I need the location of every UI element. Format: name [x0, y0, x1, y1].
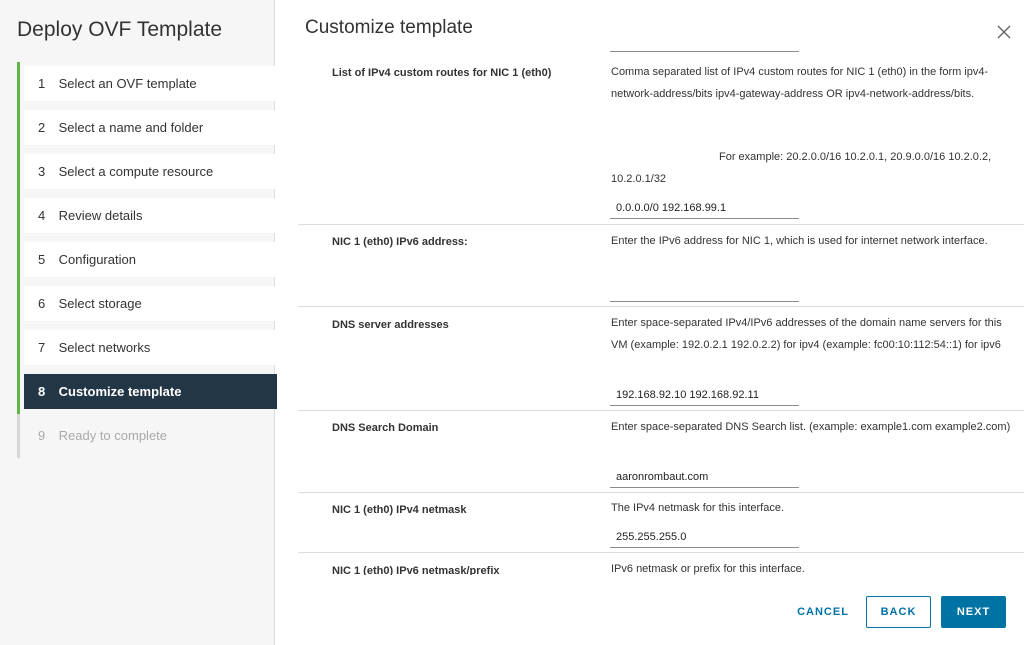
step-number: 3	[38, 164, 46, 179]
step-label: Customize template	[58, 384, 182, 399]
property-label: NIC 1 (eth0) IPv6 address:	[332, 236, 468, 248]
step-review-details[interactable]	[24, 198, 277, 233]
step-configuration[interactable]	[24, 242, 277, 277]
page-title: Customize template	[305, 17, 473, 38]
property-label: DNS Search Domain	[332, 422, 439, 434]
step-select-ovf-template[interactable]	[24, 66, 277, 101]
property-row-ipv6-address	[298, 225, 1024, 307]
dns-servers-input[interactable]	[610, 385, 799, 406]
property-row-ipv4-netmask	[298, 493, 1024, 553]
step-label: Select an OVF template	[58, 76, 197, 91]
wizard-sidebar	[0, 0, 275, 645]
wizard-steps	[17, 62, 274, 458]
step-ready-to-complete	[24, 418, 277, 453]
step-label: Review details	[58, 208, 143, 223]
property-description: Enter the IPv6 address for NIC 1, which is used for internet network interface.	[611, 235, 988, 247]
back-button[interactable]: BACK	[866, 596, 931, 628]
property-row-dns-servers	[298, 307, 1024, 411]
ipv4-netmask-input[interactable]	[610, 527, 799, 548]
step-customize-template[interactable]	[24, 374, 277, 409]
step-number: 5	[38, 252, 46, 267]
step-number: 2	[38, 120, 46, 135]
step-number: 6	[38, 296, 46, 311]
dns-search-domain-input[interactable]	[610, 467, 799, 488]
step-number: 8	[38, 384, 46, 399]
step-progress-disabled	[17, 414, 20, 458]
ipv6-address-input[interactable]	[610, 281, 799, 302]
property-row-ipv6-netmask	[298, 553, 1024, 575]
step-select-networks[interactable]	[24, 330, 277, 365]
property-description: IPv6 netmask or prefix for this interface.	[611, 563, 805, 575]
step-number: 1	[38, 76, 46, 91]
step-label: Select a compute resource	[58, 164, 214, 179]
step-label: Select storage	[58, 296, 142, 311]
step-select-compute-resource[interactable]	[24, 154, 277, 189]
next-button[interactable]: NEXT	[941, 596, 1006, 628]
step-number: 9	[38, 428, 46, 443]
property-description: Comma separated list of IPv4 custom routes for NIC 1 (eth0) in the form ipv4-network-address/bits ipv4-gateway-address OR ipv4-network-address/bits.	[611, 66, 989, 100]
property-label: List of IPv4 custom routes for NIC 1 (eth0)	[332, 67, 552, 79]
step-select-storage[interactable]	[24, 286, 277, 321]
step-label: Select a name and folder	[58, 120, 204, 135]
property-description: Enter space-separated IPv4/IPv6 addresses of the domain name servers for this VM (example: 192.0.2.1 192.0.2.2) for ipv4 (example: fc00:10:112:54::1) for ipv6	[611, 317, 1002, 351]
wizard-title: Deploy OVF Template	[17, 18, 223, 41]
step-label: Ready to complete	[58, 428, 168, 443]
step-label: Configuration	[58, 252, 136, 267]
step-number: 4	[38, 208, 46, 223]
property-row-custom-routes	[298, 45, 1024, 225]
cancel-button[interactable]: CANCEL	[788, 596, 858, 628]
property-label: NIC 1 (eth0) IPv4 netmask	[332, 504, 467, 516]
step-number: 7	[38, 340, 46, 355]
properties-scroll-area[interactable]	[298, 45, 1024, 575]
property-label: DNS server addresses	[332, 319, 449, 331]
step-select-name-folder[interactable]	[24, 110, 277, 145]
property-description: Enter space-separated DNS Search list. (example: example1.com example2.com)	[611, 421, 1011, 433]
step-label: Select networks	[58, 340, 151, 355]
property-example: For example: 20.2.0.0/16 10.2.0.1, 20.9.0.0/16 10.2.0.2, 10.2.0.1/32	[611, 151, 992, 185]
property-label: NIC 1 (eth0) IPv6 netmask/prefix	[332, 565, 500, 575]
custom-routes-input[interactable]	[610, 198, 799, 219]
property-row-dns-search-domain	[298, 411, 1024, 493]
close-icon[interactable]	[994, 22, 1014, 42]
property-description: The IPv4 netmask for this interface.	[611, 502, 785, 514]
